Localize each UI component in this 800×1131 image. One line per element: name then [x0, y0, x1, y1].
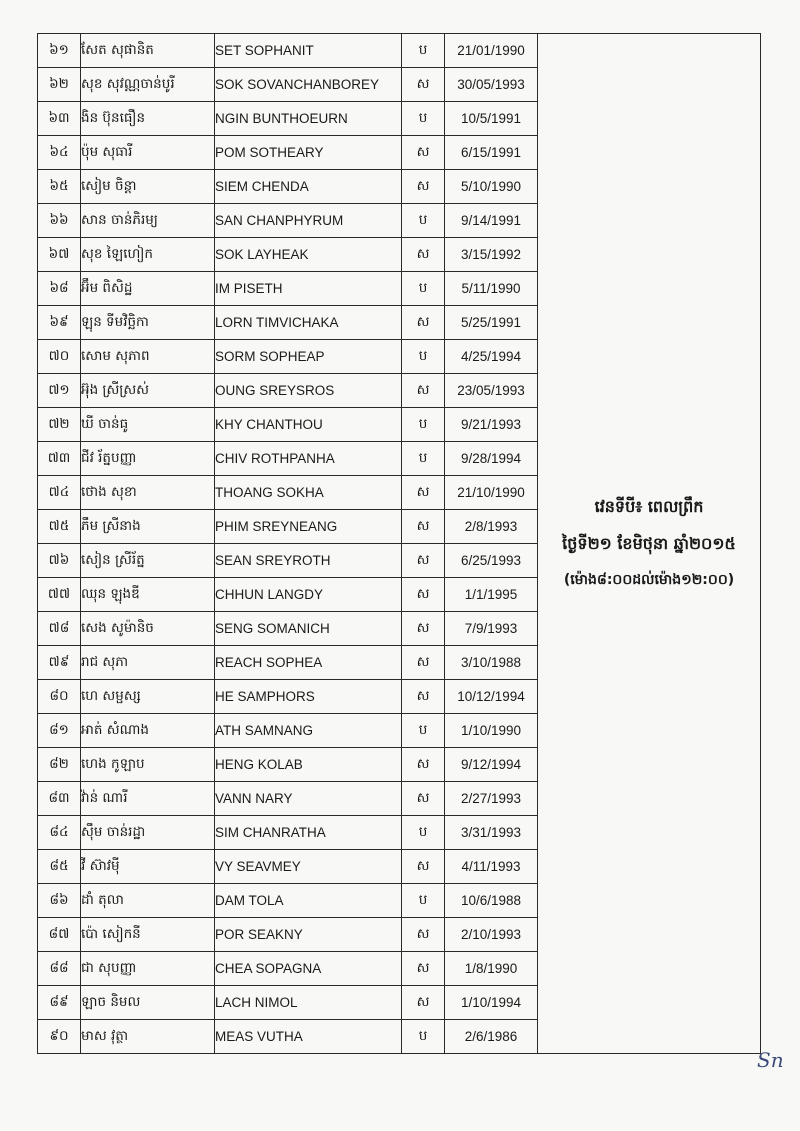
sex-cell: ស — [402, 850, 445, 884]
date-of-birth-cell: 21/10/1990 — [445, 476, 538, 510]
latin-name-cell: CHIV ROTHPANHA — [215, 442, 402, 476]
date-of-birth-cell: 3/10/1988 — [445, 646, 538, 680]
latin-name-cell: SENG SOMANICH — [215, 612, 402, 646]
latin-name-cell: LORN TIMVICHAKA — [215, 306, 402, 340]
latin-name-cell: HENG KOLAB — [215, 748, 402, 782]
row-number-cell: ៧២ — [38, 408, 81, 442]
sex-cell: ស — [402, 578, 445, 612]
sex-cell: ស — [402, 374, 445, 408]
sex-cell: ស — [402, 170, 445, 204]
row-number-cell: ៦៧ — [38, 238, 81, 272]
khmer-name-cell: អ៊ុង ស្រីស្រស់ — [81, 374, 215, 408]
khmer-name-cell: សៀន ស្រីរ័ត្ន — [81, 544, 215, 578]
latin-name-cell: VY SEAVMEY — [215, 850, 402, 884]
khmer-name-cell: ឡាច និមល — [81, 986, 215, 1020]
sex-cell: ប — [402, 102, 445, 136]
date-of-birth-cell: 3/31/1993 — [445, 816, 538, 850]
date-of-birth-cell: 4/11/1993 — [445, 850, 538, 884]
date-of-birth-cell: 10/6/1988 — [445, 884, 538, 918]
sex-cell: ប — [402, 272, 445, 306]
khmer-name-cell: ជីវ រ័ត្នបញ្ញា — [81, 442, 215, 476]
khmer-name-cell: អ៊ឹម ពិសិដ្ឋ — [81, 272, 215, 306]
date-of-birth-cell: 10/5/1991 — [445, 102, 538, 136]
latin-name-cell: VANN NARY — [215, 782, 402, 816]
khmer-name-cell: សោម សុភាព — [81, 340, 215, 374]
khmer-name-cell: អាត់ សំណាង — [81, 714, 215, 748]
row-number-cell: ៨៣ — [38, 782, 81, 816]
row-number-cell: ៦៦ — [38, 204, 81, 238]
khmer-name-cell: សេង សូម៉ានិច — [81, 612, 215, 646]
handwritten-initials: Sn — [757, 1048, 784, 1072]
date-of-birth-cell: 3/15/1992 — [445, 238, 538, 272]
date-of-birth-cell: 5/11/1990 — [445, 272, 538, 306]
sex-cell: ប — [402, 884, 445, 918]
row-number-cell: ៨២ — [38, 748, 81, 782]
row-number-cell: ៨៨ — [38, 952, 81, 986]
latin-name-cell: THOANG SOKHA — [215, 476, 402, 510]
khmer-name-cell: ជា សុបញ្ញា — [81, 952, 215, 986]
sex-cell: ប — [402, 204, 445, 238]
row-number-cell: ៧៨ — [38, 612, 81, 646]
row-number-cell: ៧៣ — [38, 442, 81, 476]
row-number-cell: ៦២ — [38, 68, 81, 102]
khmer-name-cell: សែត សុផានិត — [81, 34, 215, 68]
date-of-birth-cell: 9/28/1994 — [445, 442, 538, 476]
date-of-birth-cell: 6/25/1993 — [445, 544, 538, 578]
khmer-name-cell: សៀម ចិន្តា — [81, 170, 215, 204]
sex-cell: ប — [402, 340, 445, 374]
khmer-name-cell: សាន ចាន់ភិរម្យ — [81, 204, 215, 238]
sex-cell: ស — [402, 510, 445, 544]
sex-cell: ស — [402, 136, 445, 170]
date-of-birth-cell: 1/8/1990 — [445, 952, 538, 986]
date-of-birth-cell: 2/27/1993 — [445, 782, 538, 816]
date-of-birth-cell: 4/25/1994 — [445, 340, 538, 374]
latin-name-cell: SEAN SREYROTH — [215, 544, 402, 578]
row-number-cell: ៨១ — [38, 714, 81, 748]
khmer-name-cell: ភឹម ស្រីនាង — [81, 510, 215, 544]
sex-cell: ស — [402, 918, 445, 952]
latin-name-cell: CHEA SOPAGNA — [215, 952, 402, 986]
row-number-cell: ៦៩ — [38, 306, 81, 340]
khmer-name-cell: ងិន ប៊ុនធឿន — [81, 102, 215, 136]
date-of-birth-cell: 5/10/1990 — [445, 170, 538, 204]
sex-cell: ប — [402, 442, 445, 476]
row-number-cell: ៦៤ — [38, 136, 81, 170]
khmer-name-cell: ហេ សម្ផស្ស — [81, 680, 215, 714]
session-line3: (ម៉ោង៨:០០ដល់ម៉ោង១២:០០) — [563, 572, 735, 588]
row-number-cell: ៨៥ — [38, 850, 81, 884]
khmer-name-cell: មាស វុត្ថា — [81, 1020, 215, 1054]
date-of-birth-cell: 9/21/1993 — [445, 408, 538, 442]
row-number-cell: ៩០ — [38, 1020, 81, 1054]
sex-cell: ប — [402, 714, 445, 748]
sex-cell: ស — [402, 680, 445, 714]
row-number-cell: ៨៧ — [38, 918, 81, 952]
date-of-birth-cell: 6/15/1991 — [445, 136, 538, 170]
sex-cell: ប — [402, 34, 445, 68]
latin-name-cell: SIEM CHENDA — [215, 170, 402, 204]
latin-name-cell: PHIM SREYNEANG — [215, 510, 402, 544]
row-number-cell: ៧១ — [38, 374, 81, 408]
latin-name-cell: SOK SOVANCHANBOREY — [215, 68, 402, 102]
row-number-cell: ៧៩ — [38, 646, 81, 680]
latin-name-cell: CHHUN LANGDY — [215, 578, 402, 612]
sex-cell: ស — [402, 782, 445, 816]
row-number-cell: ៦១ — [38, 34, 81, 68]
khmer-name-cell: ឃី ចាន់ធូ — [81, 408, 215, 442]
latin-name-cell: HE SAMPHORS — [215, 680, 402, 714]
row-number-cell: ៨៤ — [38, 816, 81, 850]
sex-cell: ស — [402, 476, 445, 510]
latin-name-cell: POR SEAKNY — [215, 918, 402, 952]
latin-name-cell: KHY CHANTHOU — [215, 408, 402, 442]
khmer-name-cell: វី ស៊ាវម៉ី — [81, 850, 215, 884]
khmer-name-cell: ថោង សុខា — [81, 476, 215, 510]
latin-name-cell: SIM CHANRATHA — [215, 816, 402, 850]
latin-name-cell: SORM SOPHEAP — [215, 340, 402, 374]
row-number-cell: ៧៥ — [38, 510, 81, 544]
date-of-birth-cell: 10/12/1994 — [445, 680, 538, 714]
date-of-birth-cell: 9/12/1994 — [445, 748, 538, 782]
sex-cell: ស — [402, 306, 445, 340]
date-of-birth-cell: 23/05/1993 — [445, 374, 538, 408]
row-number-cell: ៧៧ — [38, 578, 81, 612]
sex-cell: ស — [402, 646, 445, 680]
khmer-name-cell: សុខ ឡៃហៀក — [81, 238, 215, 272]
table-row — [38, 34, 761, 68]
sex-cell: ប — [402, 816, 445, 850]
date-of-birth-cell: 2/8/1993 — [445, 510, 538, 544]
sex-cell: ស — [402, 238, 445, 272]
date-of-birth-cell: 9/14/1991 — [445, 204, 538, 238]
roster-body — [38, 34, 761, 1054]
date-of-birth-cell: 1/10/1990 — [445, 714, 538, 748]
sex-cell: ស — [402, 952, 445, 986]
date-of-birth-cell: 7/9/1993 — [445, 612, 538, 646]
row-number-cell: ៦៣ — [38, 102, 81, 136]
session-line2: ថ្ងៃទី២១ ខែមិថុនា ឆ្នាំ២០១៥ — [562, 534, 736, 553]
latin-name-cell: POM SOTHEARY — [215, 136, 402, 170]
row-number-cell: ៦៨ — [38, 272, 81, 306]
khmer-name-cell: សុខ សុវណ្ណចាន់បូរី — [81, 68, 215, 102]
row-number-cell: ៦៥ — [38, 170, 81, 204]
roster-table — [37, 33, 761, 1054]
latin-name-cell: ATH SAMNANG — [215, 714, 402, 748]
date-of-birth-cell: 1/10/1994 — [445, 986, 538, 1020]
sex-cell: ស — [402, 544, 445, 578]
sex-cell: ស — [402, 612, 445, 646]
sex-cell: ស — [402, 68, 445, 102]
date-of-birth-cell: 1/1/1995 — [445, 578, 538, 612]
latin-name-cell: NGIN BUNTHOEURN — [215, 102, 402, 136]
sex-cell: ប — [402, 408, 445, 442]
khmer-name-cell: ឡុន ទីមវិច្ឆិកា — [81, 306, 215, 340]
session-note-cell — [538, 34, 761, 1054]
latin-name-cell: LACH NIMOL — [215, 986, 402, 1020]
date-of-birth-cell: 5/25/1991 — [445, 306, 538, 340]
khmer-name-cell: ដាំ តុលា — [81, 884, 215, 918]
latin-name-cell: SOK LAYHEAK — [215, 238, 402, 272]
khmer-name-cell: ឈុន ឡុងឌី — [81, 578, 215, 612]
latin-name-cell: DAM TOLA — [215, 884, 402, 918]
date-of-birth-cell: 30/05/1993 — [445, 68, 538, 102]
row-number-cell: ៧៤ — [38, 476, 81, 510]
row-number-cell: ៨០ — [38, 680, 81, 714]
khmer-name-cell: ស៊ឹម ចាន់រដ្ឋា — [81, 816, 215, 850]
khmer-name-cell: ហេង កូឡាប — [81, 748, 215, 782]
latin-name-cell: IM PISETH — [215, 272, 402, 306]
khmer-name-cell: ប៉ុម សុធារី — [81, 136, 215, 170]
row-number-cell: ៨៩ — [38, 986, 81, 1020]
latin-name-cell: SAN CHANPHYRUM — [215, 204, 402, 238]
sex-cell: ប — [402, 1020, 445, 1054]
session-line1: វេនទីបី៖ ពេលព្រឹក — [594, 497, 704, 516]
latin-name-cell: SET SOPHANIT — [215, 34, 402, 68]
row-number-cell: ៧០ — [38, 340, 81, 374]
row-number-cell: ៧៦ — [38, 544, 81, 578]
sex-cell: ស — [402, 748, 445, 782]
khmer-name-cell: រាជ សុភា — [81, 646, 215, 680]
khmer-name-cell: វ៉ាន់ ណារី — [81, 782, 215, 816]
row-number-cell: ៨៦ — [38, 884, 81, 918]
date-of-birth-cell: 2/6/1986 — [445, 1020, 538, 1054]
khmer-name-cell: ប៉ោ សៀកនី — [81, 918, 215, 952]
latin-name-cell: OUNG SREYSROS — [215, 374, 402, 408]
sex-cell: ស — [402, 986, 445, 1020]
date-of-birth-cell: 21/01/1990 — [445, 34, 538, 68]
latin-name-cell: MEAS VUTHA — [215, 1020, 402, 1054]
latin-name-cell: REACH SOPHEA — [215, 646, 402, 680]
date-of-birth-cell: 2/10/1993 — [445, 918, 538, 952]
